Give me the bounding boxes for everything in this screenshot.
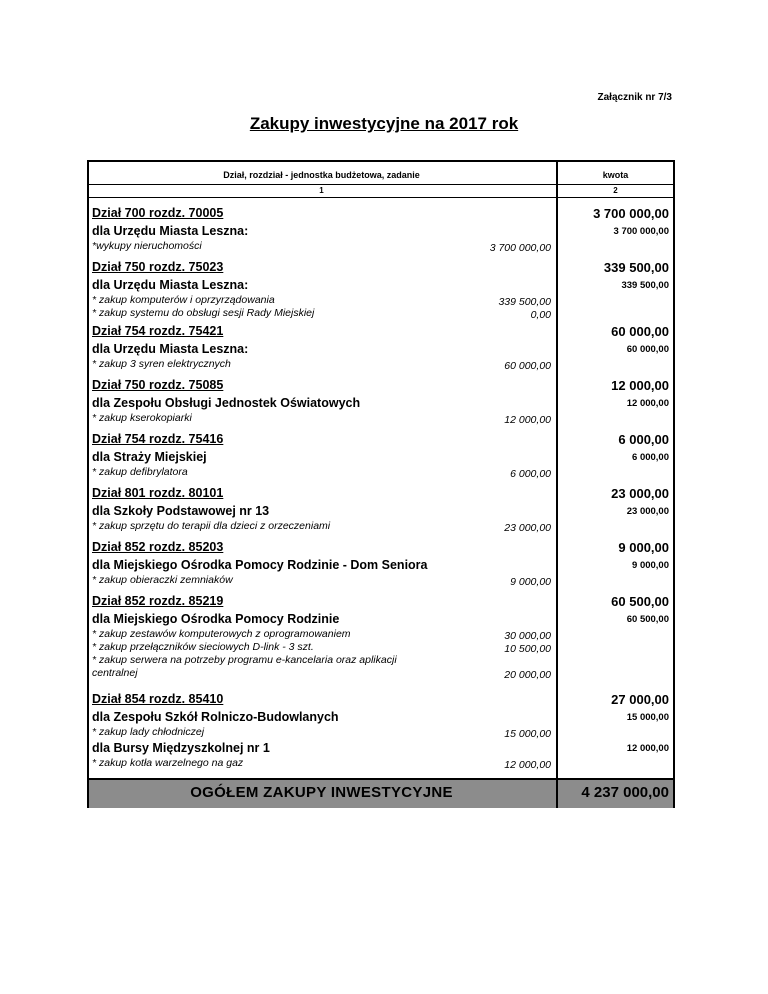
- task-amount: 0,00: [530, 309, 551, 321]
- grand-total-label: OGÓŁEM ZAKUPY INWESTYCYJNE: [190, 784, 453, 801]
- task-amount: 12 000,00: [504, 759, 551, 771]
- task-item: * zakup komputerów i oprzyrządowania: [92, 294, 275, 306]
- task-item: * zakup kserokopiarki: [92, 412, 192, 424]
- task-amount: 9 000,00: [510, 576, 551, 588]
- unit-name: dla Miejskiego Ośrodka Pomocy Rodzinie - Dom Seniora: [92, 558, 428, 572]
- task-item: * zakup defibrylatora: [92, 466, 188, 478]
- total-divider: [556, 780, 558, 808]
- task-amount: 60 000,00: [504, 360, 551, 372]
- unit-name: dla Straży Miejskiej: [92, 450, 207, 464]
- section-total: 60 000,00: [611, 324, 669, 339]
- section-total: 60 500,00: [611, 594, 669, 609]
- section-total: 23 000,00: [611, 486, 669, 501]
- unit-sum: 339 500,00: [621, 280, 669, 291]
- task-amount: 23 000,00: [504, 522, 551, 534]
- unit-name: dla Zespołu Obsługi Jednostek Oświatowych: [92, 396, 361, 410]
- section-total: 12 000,00: [611, 378, 669, 393]
- header-divider: [89, 184, 673, 185]
- column-number-2: 2: [613, 186, 618, 195]
- unit-sum: 12 000,00: [626, 398, 669, 409]
- page-title: Zakupy inwestycyjne na 2017 rok: [249, 114, 519, 133]
- unit-sum: 12 000,00: [626, 743, 669, 754]
- section-total: 27 000,00: [611, 692, 669, 707]
- task-item: * zakup 3 syren elektrycznych: [92, 358, 231, 370]
- unit-name: dla Szkoły Podstawowej nr 13: [92, 504, 270, 518]
- section-heading: Dział 852 rozdz. 85203: [92, 540, 224, 554]
- task-item: * zakup serwera na potrzeby programu e-kancelaria oraz aplikacji: [92, 654, 397, 666]
- header-col2: kwota: [602, 170, 629, 180]
- unit-name: dla Miejskiego Ośrodka Pomocy Rodzinie: [92, 612, 340, 626]
- task-item: * zakup obieraczki zemniaków: [92, 574, 233, 586]
- section-heading: Dział 854 rozdz. 85410: [92, 692, 224, 706]
- grand-total-value: 4 237 000,00: [581, 784, 669, 801]
- task-amount: 6 000,00: [510, 468, 551, 480]
- attachment-label: Załącznik nr 7/3: [597, 92, 672, 103]
- section-heading: Dział 700 rozdz. 70005: [92, 206, 224, 220]
- unit-name: dla Bursy Międzyszkolnej nr 1: [92, 741, 270, 755]
- task-amount: 12 000,00: [504, 414, 551, 426]
- task-amount: 10 500,00: [504, 643, 551, 655]
- task-amount: 339 500,00: [498, 296, 551, 308]
- unit-sum: 9 000,00: [632, 560, 669, 571]
- unit-name: dla Urzędu Miasta Leszna:: [92, 342, 249, 356]
- unit-name: dla Urzędu Miasta Leszna:: [92, 278, 249, 292]
- column-divider: [556, 162, 558, 806]
- section-total: 339 500,00: [603, 260, 669, 275]
- investment-table: [87, 160, 675, 808]
- task-item: *wykupy nieruchomości: [92, 240, 202, 252]
- task-item: * zakup systemu do obsługi sesji Rady Miejskiej: [92, 307, 315, 319]
- task-item: * zakup przełączników sieciowych D-link - 3 szt.: [92, 641, 314, 653]
- section-total: 3 700 000,00: [593, 206, 669, 221]
- header-col1: Dział, rozdział - jednostka budżetowa, zadanie: [223, 170, 420, 180]
- task-amount: 20 000,00: [504, 669, 551, 681]
- section-heading: Dział 801 rozdz. 80101: [92, 486, 224, 500]
- task-amount: 15 000,00: [504, 728, 551, 740]
- section-heading: Dział 750 rozdz. 75085: [92, 378, 224, 392]
- task-amount: 3 700 000,00: [489, 242, 551, 254]
- grand-total-row: [89, 778, 673, 808]
- task-item: * zakup kotła warzelnego na gaz: [92, 757, 244, 769]
- task-item: * zakup lady chłodniczej: [92, 726, 205, 738]
- unit-name: dla Zespołu Szkół Rolniczo-Budowlanych: [92, 710, 339, 724]
- column-number-1: 1: [319, 186, 324, 195]
- task-item: * zakup sprzętu do terapii dla dzieci z orzeczeniami: [92, 520, 331, 532]
- unit-sum: 60 500,00: [626, 614, 669, 625]
- task-amount: 30 000,00: [504, 630, 551, 642]
- task-item: centralnej: [92, 667, 138, 679]
- unit-sum: 60 000,00: [626, 344, 669, 355]
- section-heading: Dział 754 rozdz. 75421: [92, 324, 224, 338]
- unit-sum: 23 000,00: [626, 506, 669, 517]
- section-total: 6 000,00: [618, 432, 669, 447]
- header-bottom-divider: [89, 197, 673, 198]
- section-heading: Dział 852 rozdz. 85219: [92, 594, 224, 608]
- section-heading: Dział 750 rozdz. 75023: [92, 260, 224, 274]
- task-item: * zakup zestawów komputerowych z oprogramowaniem: [92, 628, 351, 640]
- unit-sum: 6 000,00: [632, 452, 669, 463]
- section-heading: Dział 754 rozdz. 75416: [92, 432, 224, 446]
- unit-sum: 15 000,00: [626, 712, 669, 723]
- unit-sum: 3 700 000,00: [613, 226, 669, 237]
- section-total: 9 000,00: [618, 540, 669, 555]
- unit-name: dla Urzędu Miasta Leszna:: [92, 224, 249, 238]
